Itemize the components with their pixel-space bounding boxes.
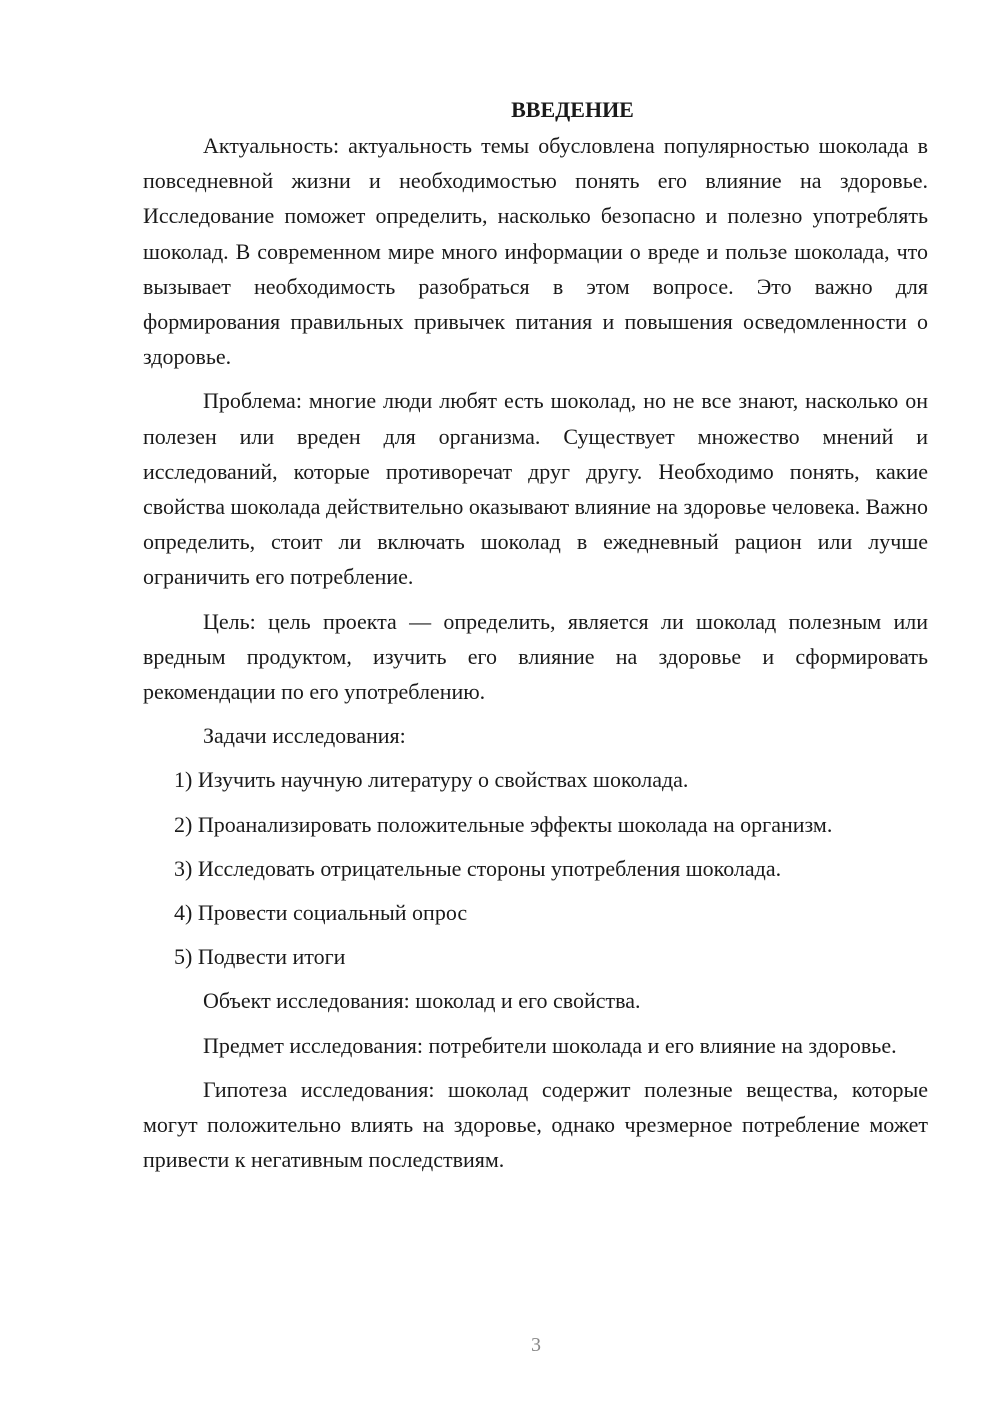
page-number: 3 [531,1334,541,1356]
task-item: 4) Провести социальный опрос [174,900,468,926]
tasks-heading: Задачи исследования: [203,723,406,749]
task-item: 5) Подвести итоги [174,944,346,970]
section-title: ВВЕДЕНИЕ [511,97,634,122]
task-item: 3) Исследовать отрицательные стороны употребления шоколада. [174,855,782,881]
object-paragraph: Объект исследования: шоколад и его свойства. [203,988,641,1014]
task-item: 1) Изучить научную литературу о свойствах шоколада. [174,767,689,793]
goal-paragraph: Цель: цель проекта — определить, является ли шоколад полезным или вредным продуктом, изучить его влияние на здоровье и сформировать рекомендации по его употреблению. [143,608,928,705]
relevance-paragraph: Актуальность: актуальность темы обусловлена популярностью шоколада в повседневной жизни и необходимостью понять его влияние на здоровье. Исследование поможет определить, насколько безопасно и полезно употреблять шоколад. В современном мире много информации о вреде и пользе шоколада, что вызывает необходимость разобраться в этом вопросе. Это важно для формирования правильных привычек питания и повышения осведомленности о здоровье. [143,133,928,370]
tasks-list [143,762,928,974]
task-item: 2) Проанализировать положительные эффекты шоколада на организм. [174,811,833,837]
hypothesis-paragraph: Гипотеза исследования: шоколад содержит полезные вещества, которые могут положительно влиять на здоровье, однако чрезмерное потребление может привести к негативным последствиям. [143,1076,928,1173]
subject-paragraph: Предмет исследования: потребители шоколада и его влияние на здоровье. [203,1032,897,1058]
problem-paragraph: Проблема: многие люди любят есть шоколад, но не все знают, насколько он полезен или вреден для организма. Существует множество мнений и исследований, которые противоречат друг другу. Необходимо понять, какие свойства шоколада действительно оказывают влияние на здоровье человека. Важно определить, стоит ли включать шоколад в ежедневный рацион или лучше ограничить его потребление. [143,388,928,590]
document-page [143,94,928,1186]
